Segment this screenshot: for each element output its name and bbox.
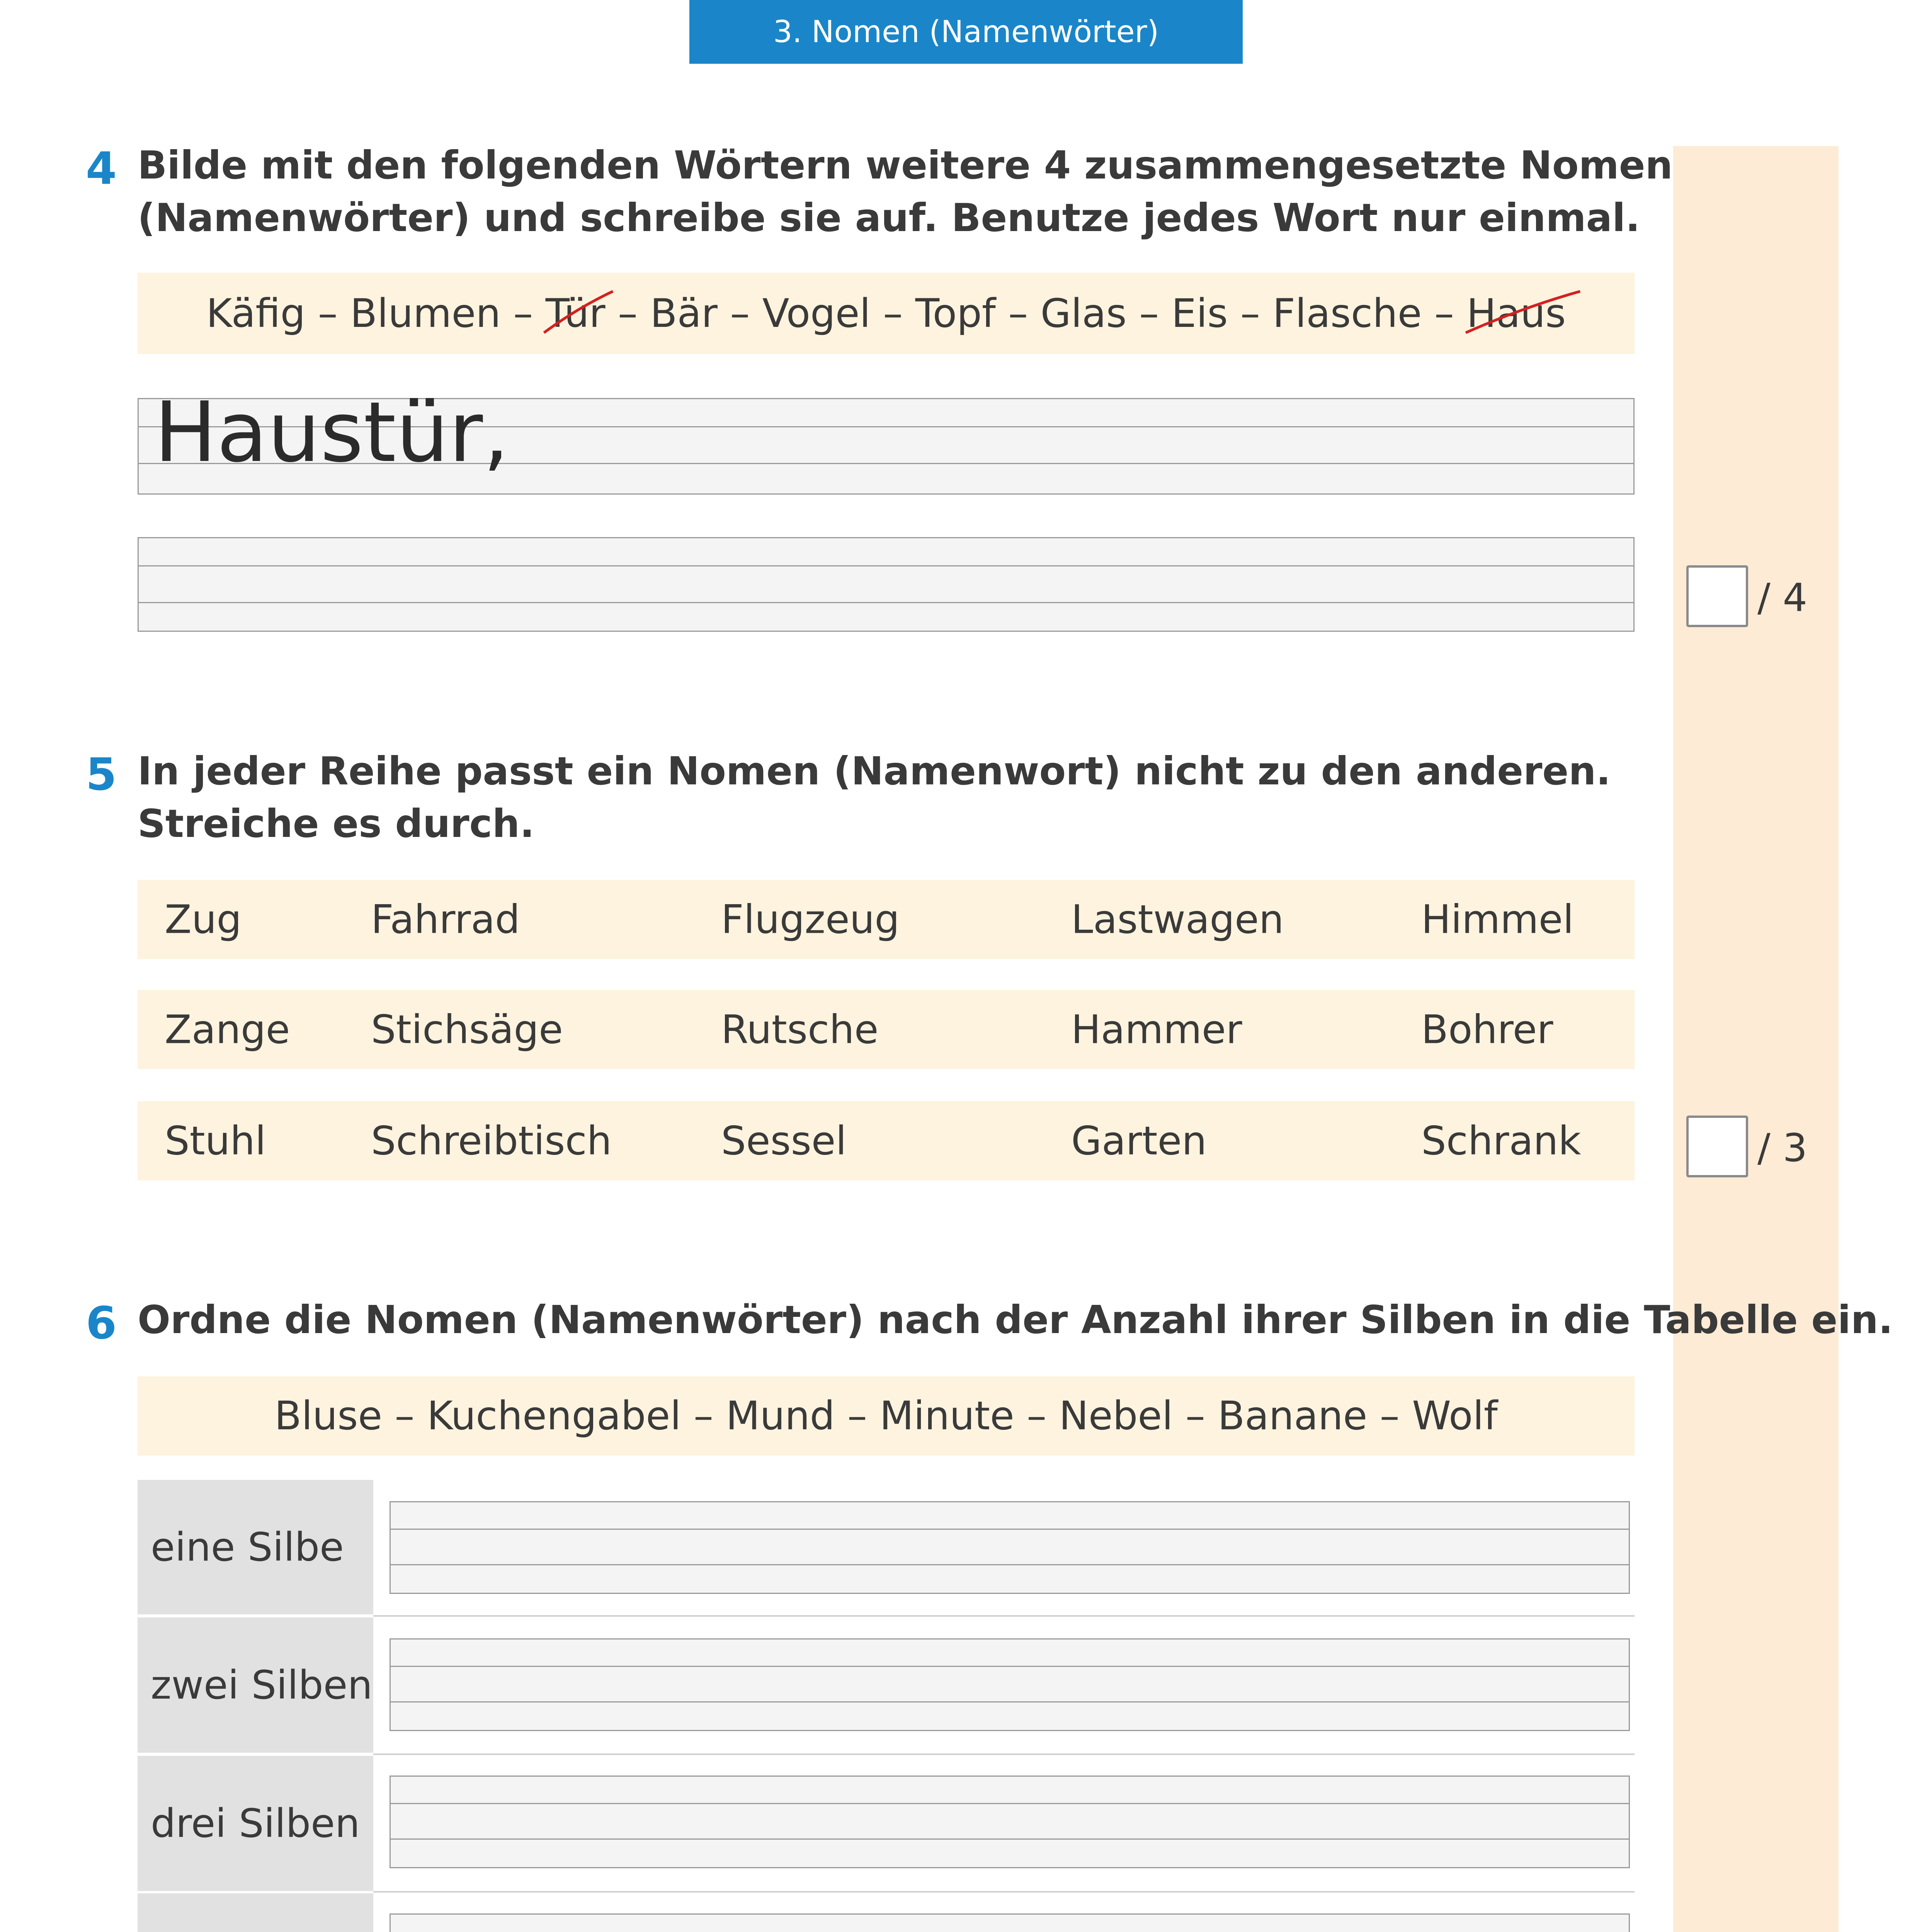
word-separator: –	[1422, 290, 1467, 337]
score-box-task4[interactable]	[1686, 565, 1748, 627]
task4-word-bank	[138, 273, 1635, 354]
table-separator	[373, 1753, 1635, 1755]
row2-word-1[interactable]: Zange	[165, 1007, 290, 1053]
word-bank-text	[206, 291, 1566, 337]
word-separator: –	[1126, 290, 1172, 337]
row1-word-4[interactable]: Lastwagen	[1071, 896, 1284, 942]
task5-row-1	[138, 880, 1635, 959]
table-separator	[373, 1615, 1635, 1617]
table-lines-2[interactable]	[390, 1638, 1630, 1731]
task-number-5: 5	[86, 749, 117, 801]
row3-word-2[interactable]: Schreibtisch	[371, 1118, 612, 1164]
row2-word-3[interactable]: Rutsche	[721, 1007, 879, 1053]
task6-words: Bluse – Kuchengabel – Mund – Minute – Nebel – Banane – Wolf	[274, 1393, 1498, 1439]
word-bank-word[interactable]: Haus	[1466, 291, 1566, 337]
table-label-3: drei Silben	[138, 1756, 373, 1891]
table-lines-4[interactable]	[390, 1913, 1630, 1932]
task5-instruction-line2: Streiche es durch.	[138, 801, 535, 846]
word-bank-word[interactable]: Bär	[650, 290, 718, 337]
word-bank-word[interactable]: Flasche	[1272, 290, 1422, 337]
word-bank-word[interactable]: Käfig	[206, 290, 306, 337]
row3-word-3[interactable]: Sessel	[721, 1118, 847, 1164]
word-bank-word[interactable]: Topf	[915, 290, 996, 337]
writing-lines-1[interactable]	[138, 384, 1635, 495]
word-separator: –	[605, 290, 650, 337]
row2-word-2[interactable]: Stichsäge	[371, 1007, 563, 1053]
strike-through-mark	[543, 289, 614, 335]
section-header: 3. Nomen (Namenwörter)	[689, 0, 1243, 64]
task-number-6: 6	[86, 1298, 117, 1349]
task5-row-3	[138, 1101, 1635, 1180]
task5-row-2	[138, 990, 1635, 1069]
row3-word-5[interactable]: Schrank	[1421, 1118, 1581, 1164]
word-bank-word[interactable]: Glas	[1040, 290, 1127, 337]
task-number-4: 4	[86, 143, 117, 195]
word-separator: –	[500, 290, 546, 337]
task4-instruction-line1: Bilde mit den folgenden Wörtern weitere 4 zusammengesetzte Nomen	[138, 143, 1673, 188]
table-label-2: zwei Silben	[138, 1617, 373, 1753]
score-box-task5[interactable]	[1686, 1116, 1748, 1177]
task4-instruction	[138, 139, 1673, 244]
table-label-4	[138, 1893, 373, 1932]
word-separator: –	[995, 290, 1041, 337]
word-separator: –	[870, 290, 915, 337]
row1-word-1[interactable]: Zug	[165, 896, 242, 942]
word-bank-word[interactable]: Vogel	[762, 290, 871, 337]
table-lines-3[interactable]	[390, 1776, 1630, 1868]
score-column	[1673, 146, 1839, 1932]
word-bank-word[interactable]: Tür	[546, 291, 606, 337]
word-separator: –	[305, 290, 350, 337]
row3-word-4[interactable]: Garten	[1071, 1118, 1207, 1164]
task4-instruction-line2: (Namenwörter) und schreibe sie auf. Benutze jedes Wort nur einmal.	[138, 195, 1640, 240]
table-label-1: eine Silbe	[138, 1480, 373, 1614]
row1-word-2[interactable]: Fahrrad	[371, 896, 520, 942]
handwritten-example: Haustür,	[154, 384, 509, 481]
task6-instruction: Ordne die Nomen (Namenwörter) nach der Anzahl ihrer Silben in die Tabelle ein.	[138, 1297, 1893, 1342]
task6-word-bank	[138, 1376, 1635, 1456]
word-separator: –	[717, 290, 762, 337]
row1-word-3[interactable]: Flugzeug	[721, 896, 900, 942]
score-label-task5: / 3	[1757, 1125, 1808, 1170]
word-separator: –	[1228, 290, 1273, 337]
row2-word-5[interactable]: Bohrer	[1421, 1007, 1553, 1053]
row2-word-4[interactable]: Hammer	[1071, 1007, 1242, 1053]
row1-word-5[interactable]: Himmel	[1421, 896, 1574, 942]
word-bank-word[interactable]: Blumen	[350, 290, 501, 337]
row3-word-1[interactable]: Stuhl	[165, 1118, 266, 1164]
score-label-task4: / 4	[1757, 575, 1808, 620]
strike-through-mark	[1463, 289, 1582, 335]
task5-instruction-line1: In jeder Reihe passt ein Nomen (Namenwort) nicht zu den anderen.	[138, 748, 1611, 794]
writing-lines-2[interactable]	[138, 537, 1635, 632]
task5-instruction	[138, 745, 1611, 850]
word-bank-word[interactable]: Eis	[1171, 290, 1228, 337]
table-lines-1[interactable]	[390, 1501, 1630, 1594]
table-separator	[373, 1891, 1635, 1893]
